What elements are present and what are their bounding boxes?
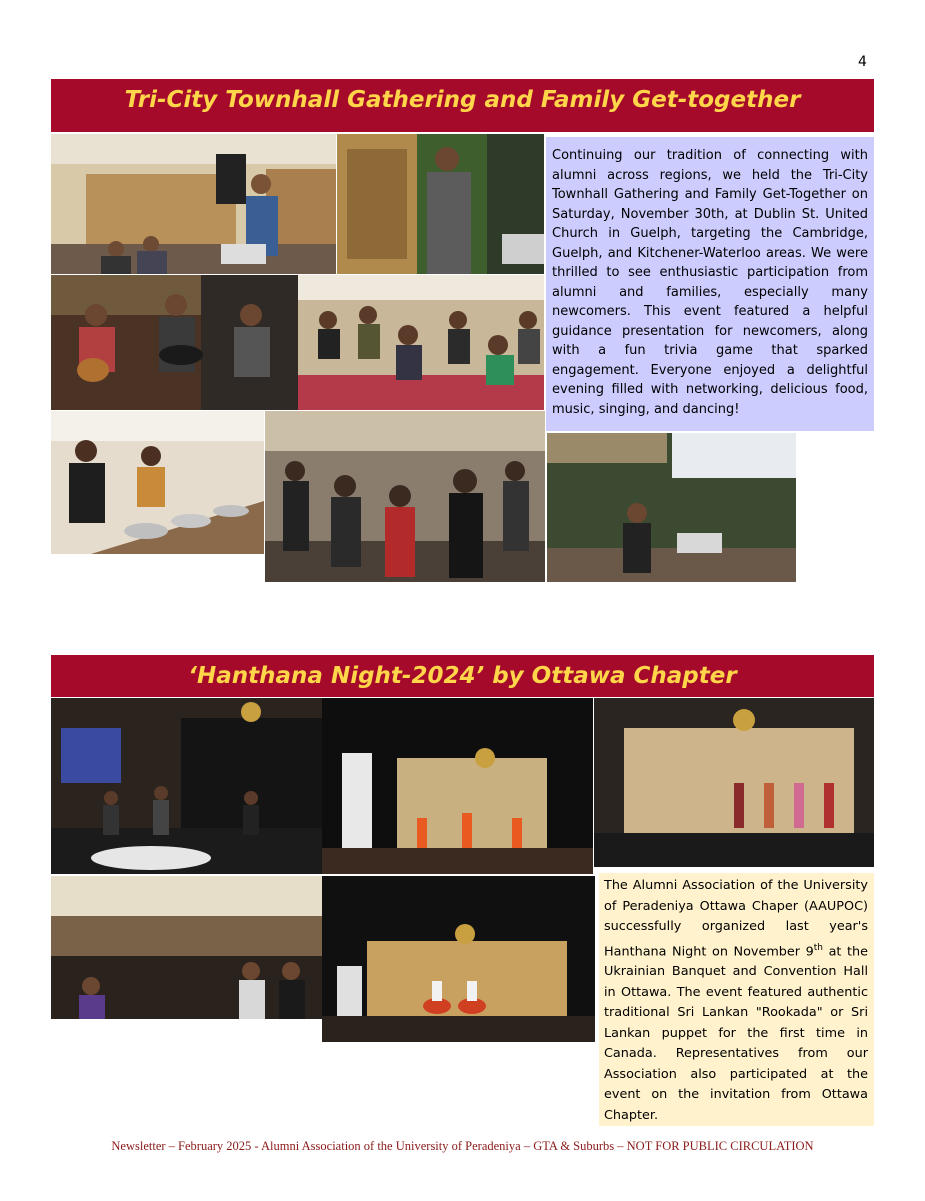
- photo-stage-performers: [594, 698, 874, 867]
- section-body-tricity: Continuing our tradition of connecting with alumni across regions, we held the Tri-City Townhall Gathering and Family Get-Together on Saturday, November 30th, at Dublin St. United Church in Guelph, targeting the Cambridge, Guelph, and Kitchener-Waterloo areas. We were thrilled to see enthusiastic participation from alumni and families, especially many newcomers. This event featured a helpful guidance presentation for newcomers, along with a fun trivia game that sparked engagement. Everyone enjoyed a delightful evening filled with networking, delicious food, music, singing, and dancing!: [546, 137, 874, 431]
- page-number: 4: [858, 54, 867, 70]
- photo-food-buffet: [51, 411, 264, 554]
- section-title-hanthana: ‘Hanthana Night-2024’ by Ottawa Chapter: [51, 655, 874, 697]
- photo-banquet-screen: [51, 698, 322, 874]
- photo-presenter-projector: [547, 433, 796, 582]
- section-body-hanthana: [599, 873, 874, 1126]
- page-footer: Newsletter – February 2025 - Alumni Association of the University of Peradeniya – GTA & Suburbs – NOT FOR PUBLIC CIRCULATION: [111, 1139, 814, 1153]
- photo-stage-puppets: [322, 876, 595, 1042]
- photo-speaker-cafe: [51, 134, 336, 274]
- photo-stage-dancers: [322, 698, 593, 874]
- section-title-tricity: Tri-City Townhall Gathering and Family Get-together: [51, 79, 874, 132]
- section-body-hanthana-pre: The Alumni Association of the University of Peradeniya Ottawa Chaper (AAUPOC) successfully organized last year's Hanthana Night on November 9: [604, 878, 868, 959]
- section-body-hanthana-sup: th: [813, 942, 824, 953]
- photo-musicians: [51, 275, 298, 410]
- photo-audience-clapping: [298, 275, 544, 410]
- section-body-hanthana-post: at the Ukrainian Banquet and Convention Hall in Ottawa. The event featured authentic traditional Sri Lankan "Rookada" or Sri Lankan puppet for the first time in Canada. Representatives from our Association also participated at the event on the invitation from Ottawa Chapter.: [604, 943, 868, 1123]
- photo-hall-audience: [51, 876, 322, 1019]
- photo-dancing-crowd: [265, 411, 545, 582]
- photo-speaker-mic: [337, 134, 544, 274]
